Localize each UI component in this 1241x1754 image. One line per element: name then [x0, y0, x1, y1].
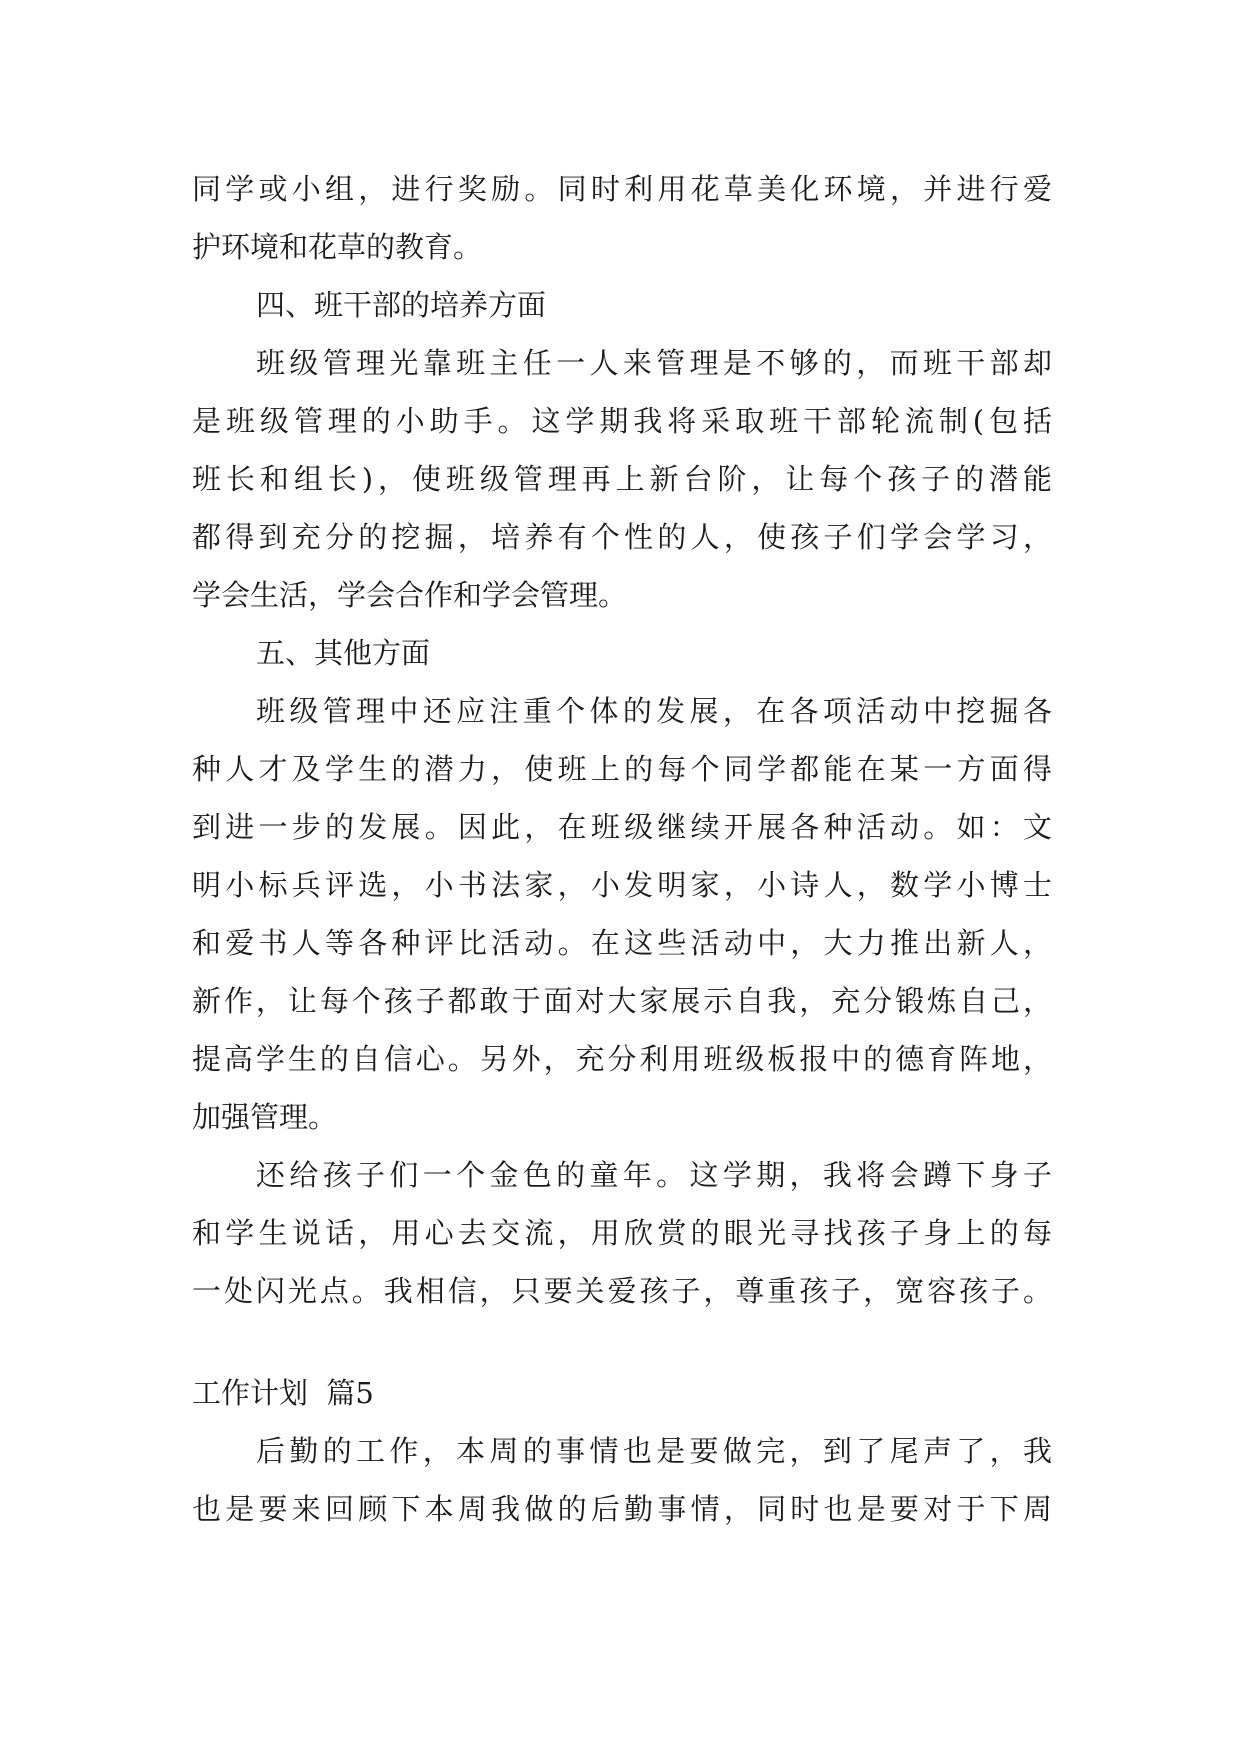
- plan-title: 工作计划 篇5: [192, 1376, 374, 1410]
- paragraph-line: 学会生活，学会合作和学会管理。: [192, 578, 628, 612]
- paragraph-line: 班级管理中还应注重个体的发展，在各项活动中挖掘各: [256, 694, 1052, 728]
- section-spacer: [192, 1320, 1052, 1364]
- paragraph-line: 还给孩子们一个金色的童年。这学期，我将会蹲下身子: [256, 1158, 1052, 1192]
- paragraph-line: 班长和组长)，使班级管理再上新台阶，让每个孩子的潜能: [192, 462, 1052, 496]
- paragraph-line: 护环境和花草的教育。: [192, 230, 483, 264]
- paragraph-line: 也是要来回顾下本周我做的后勤事情，同时也是要对于下周: [192, 1492, 1052, 1526]
- paragraph-line: 都得到充分的挖掘，培养有个性的人，使孩子们学会学习，: [192, 520, 1052, 554]
- paragraph-line: 到进一步的发展。因此，在班级继续开展各种活动。如：文: [192, 810, 1052, 844]
- paragraph-line: 班级管理光靠班主任一人来管理是不够的，而班干部却: [256, 346, 1052, 380]
- paragraph-line: 种人才及学生的潜力，使班上的每个同学都能在某一方面得: [192, 752, 1052, 786]
- paragraph-line: 和爱书人等各种评比活动。在这些活动中，大力推出新人，: [192, 926, 1052, 960]
- paragraph-line: 提高学生的自信心。另外，充分利用班级板报中的德育阵地，: [192, 1042, 1052, 1076]
- paragraph-line: 明小标兵评选，小书法家，小发明家，小诗人，数学小博士: [192, 868, 1052, 902]
- paragraph-line: 和学生说话，用心去交流，用欣赏的眼光寻找孩子身上的每: [192, 1216, 1052, 1250]
- section-heading: 五、其他方面: [256, 636, 431, 670]
- paragraph-line: 新作，让每个孩子都敢于面对大家展示自我，充分锻炼自己，: [192, 984, 1052, 1018]
- paragraph-line: 一处闪光点。我相信，只要关爱孩子，尊重孩子，宽容孩子。: [192, 1274, 1052, 1308]
- paragraph-line: 后勤的工作，本周的事情也是要做完，到了尾声了，我: [256, 1434, 1052, 1468]
- document-body: [192, 160, 1052, 1538]
- paragraph-line: 加强管理。: [192, 1100, 338, 1134]
- paragraph-line: 是班级管理的小助手。这学期我将采取班干部轮流制(包括: [192, 404, 1052, 438]
- paragraph-line: 同学或小组，进行奖励。同时利用花草美化环境，并进行爱: [192, 172, 1052, 206]
- section-heading: 四、班干部的培养方面: [256, 288, 547, 322]
